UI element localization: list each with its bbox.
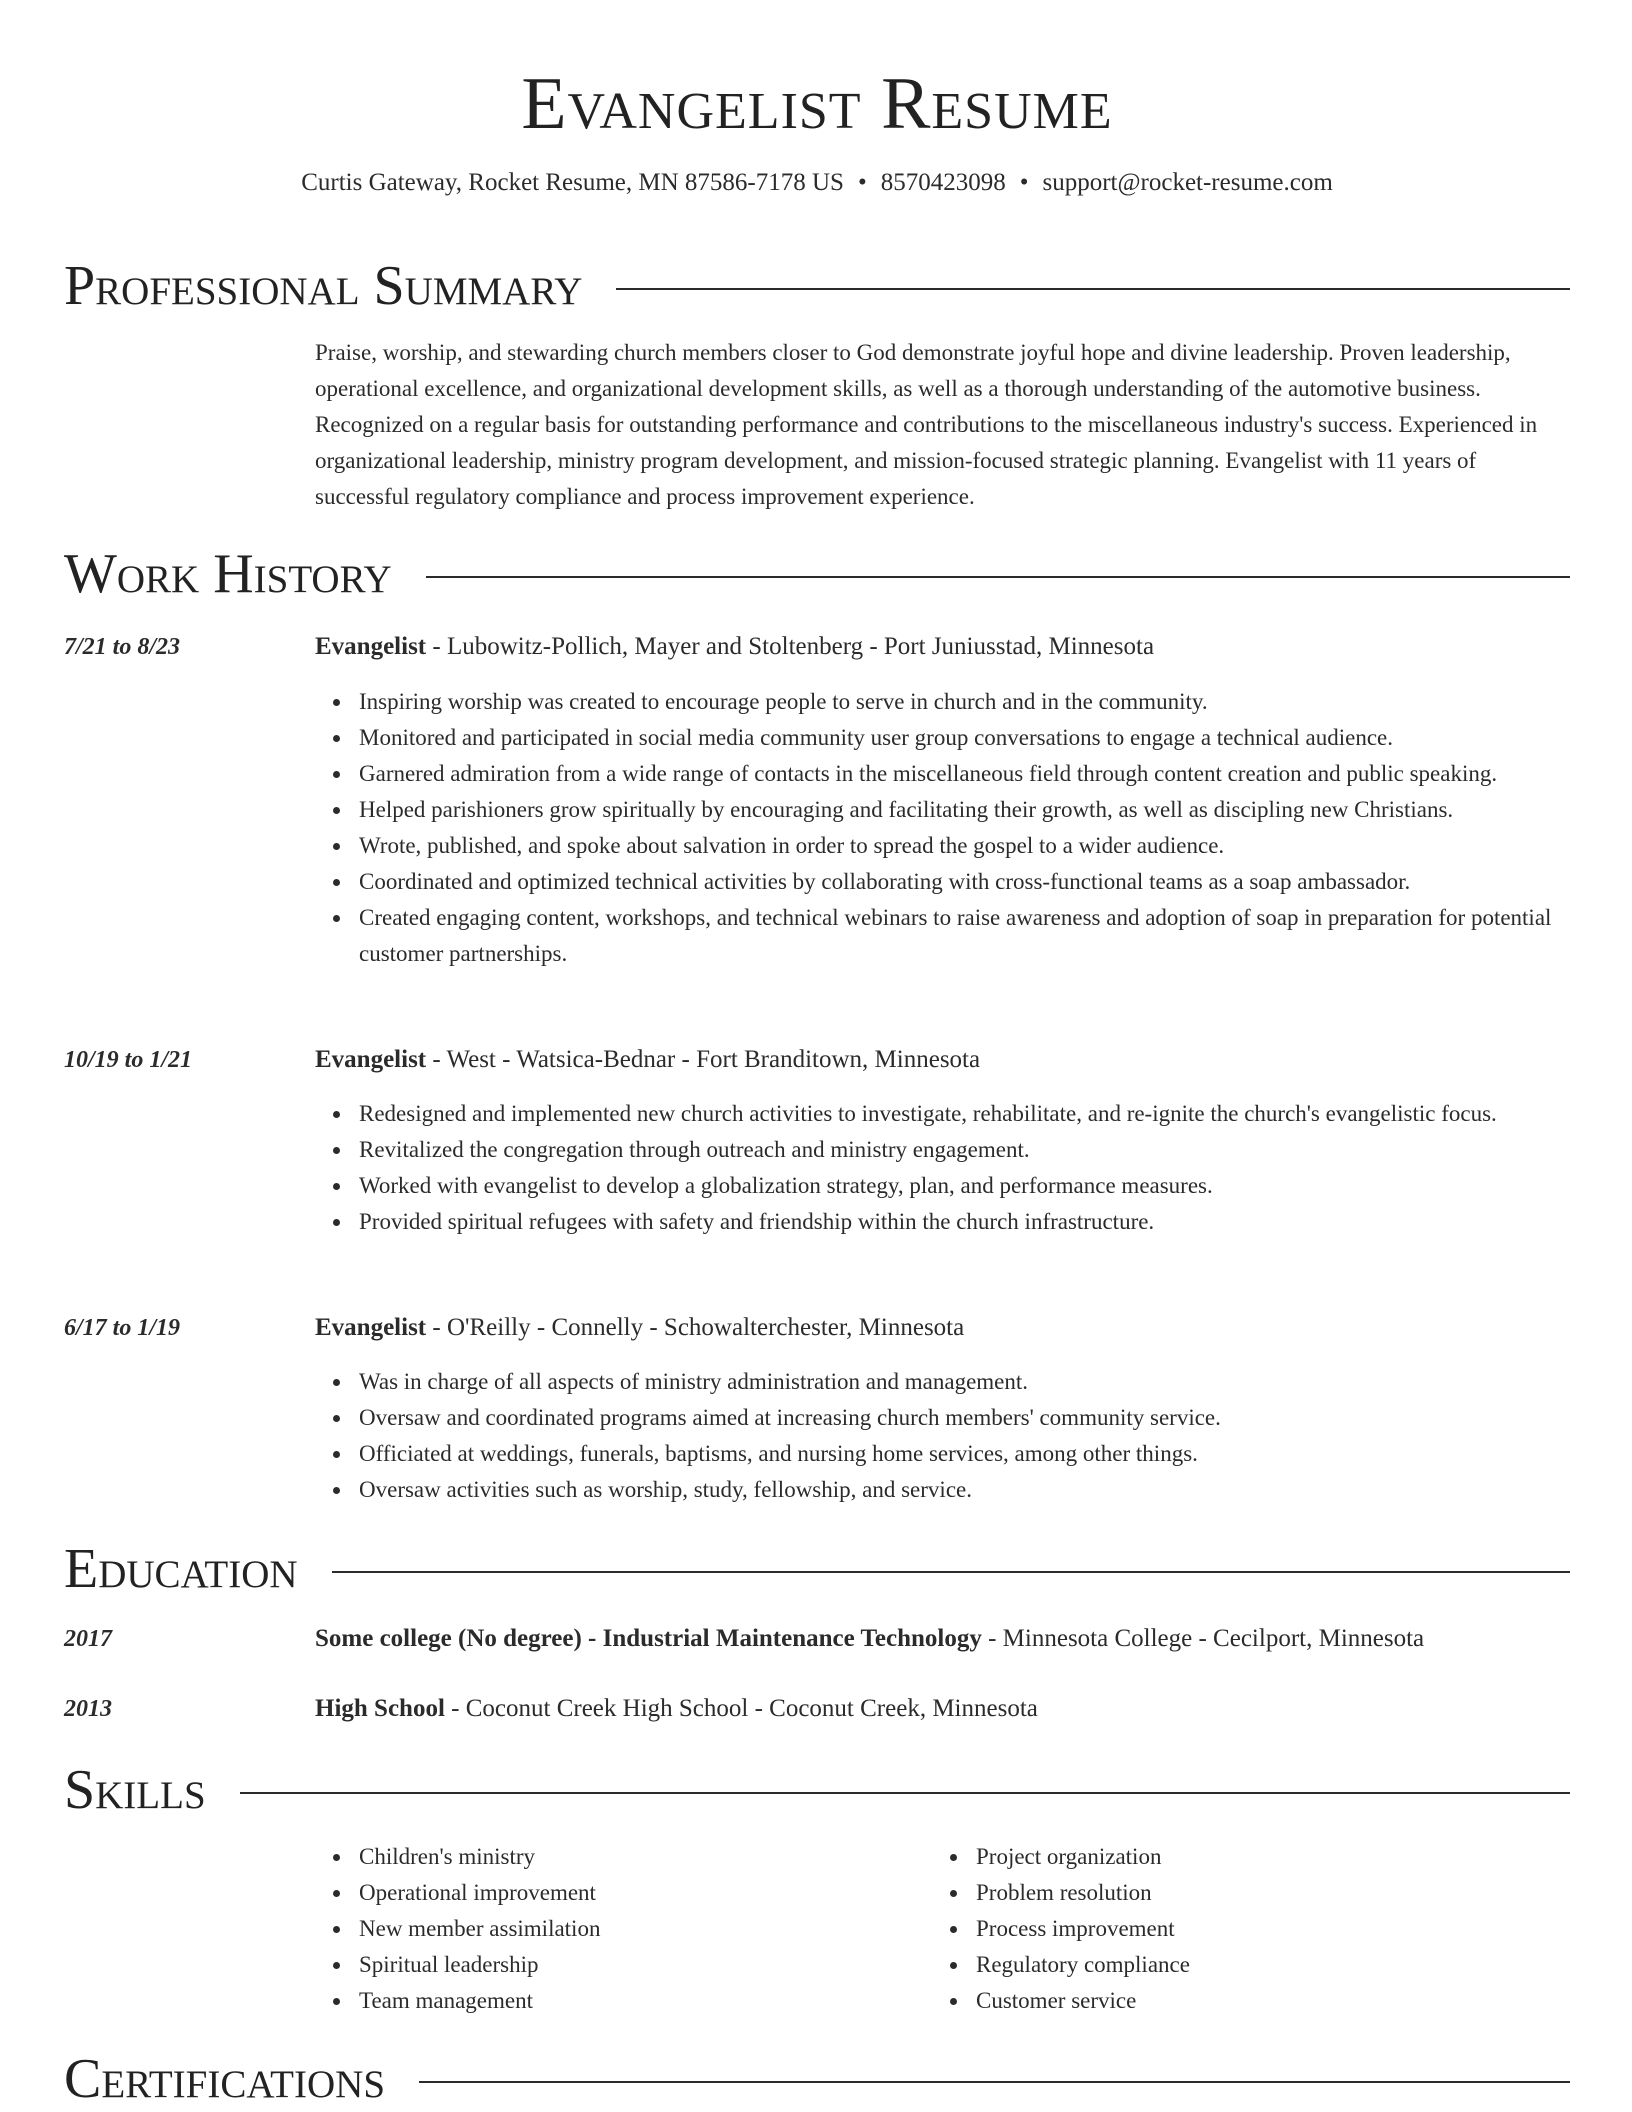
skills-list-right — [976, 1839, 1536, 2019]
skills-heading: Skills — [64, 1759, 206, 1821]
list-item: Was in charge of all aspects of ministry administration and management. — [359, 1364, 1570, 1400]
list-item: Oversaw activities such as worship, study, fellowship, and service. — [359, 1472, 1570, 1508]
list-item: Officiated at weddings, funerals, baptisms, and nursing home services, among other things. — [359, 1436, 1570, 1472]
skills-section — [64, 1759, 1570, 1821]
skill-item: Problem resolution — [976, 1875, 1536, 1911]
section-divider — [240, 1792, 1570, 1794]
list-item: Redesigned and implemented new church activities to investigate, rehabilitate, and re-ignite the church's evangelistic focus. — [359, 1096, 1570, 1132]
certifications-heading: Certifications — [64, 2048, 386, 2110]
skill-item: Project organization — [976, 1839, 1536, 1875]
resume-page — [64, 0, 1570, 2110]
education-year: 2013 — [64, 1696, 112, 1722]
section-divider — [426, 576, 1570, 578]
job-dates: 10/19 to 1/21 — [64, 1047, 193, 1073]
list-item: Provided spiritual refugees with safety and friendship within the church infrastructure. — [359, 1204, 1570, 1240]
skills-list-left — [359, 1839, 919, 2019]
section-divider — [419, 2081, 1570, 2083]
skill-item: Customer service — [976, 1983, 1536, 2019]
education-year: 2017 — [64, 1626, 112, 1652]
skill-item: New member assimilation — [359, 1911, 919, 1947]
job-details: - West - Watsica-Bednar - Fort Branditown, Minnesota — [426, 1046, 981, 1073]
job-title: Evangelist — [315, 633, 427, 660]
education-details: - Coconut Creek High School - Coconut Creek, Minnesota — [444, 1695, 1038, 1722]
job-bullets — [359, 684, 1570, 972]
list-item: Inspiring worship was created to encourage people to serve in church and in the community. — [359, 684, 1570, 720]
list-item: Helped parishioners grow spiritually by encouraging and facilitating their growth, as well as discipling new Christians. — [359, 792, 1570, 828]
contact-phone: 8570423098 — [880, 169, 1006, 196]
contact-address: Curtis Gateway, Rocket Resume, MN 87586-7178 US — [301, 169, 844, 196]
list-item: Oversaw and coordinated programs aimed at increasing church members' community service. — [359, 1400, 1570, 1436]
contact-email: support@rocket-resume.com — [1042, 169, 1333, 196]
resume-title: Evangelist Resume — [521, 63, 1113, 145]
skill-item: Children's ministry — [359, 1839, 919, 1875]
job-details: - Lubowitz-Pollich, Mayer and Stoltenberg - Port Juniusstad, Minnesota — [426, 633, 1155, 660]
contact-separator: • — [1019, 169, 1029, 196]
list-item: Worked with evangelist to develop a globalization strategy, plan, and performance measures. — [359, 1168, 1570, 1204]
skill-item: Spiritual leadership — [359, 1947, 919, 1983]
education-header — [64, 1538, 1570, 1600]
skill-item: Team management — [359, 1983, 919, 2019]
job-heading — [315, 1043, 1570, 1077]
job-details: - O'Reilly - Connelly - Schowalterchester, Minnesota — [426, 1314, 965, 1341]
contact-separator: • — [857, 169, 867, 196]
work-history-header — [64, 543, 1570, 605]
education-section — [64, 1538, 1570, 1600]
list-item: Garnered admiration from a wide range of contacts in the miscellaneous field through content creation and public speaking. — [359, 756, 1570, 792]
job-title: Evangelist — [315, 1046, 427, 1073]
list-item: Wrote, published, and spoke about salvation in order to spread the gospel to a wider audience. — [359, 828, 1570, 864]
skill-item: Operational improvement — [359, 1875, 919, 1911]
skills-header — [64, 1759, 1570, 1821]
education-heading-line — [315, 1692, 1570, 1726]
job-bullets — [359, 1096, 1570, 1240]
list-item: Revitalized the congregation through outreach and ministry engagement. — [359, 1132, 1570, 1168]
work-history-heading: Work History — [64, 543, 392, 605]
job-dates: 7/21 to 8/23 — [64, 634, 181, 660]
education-heading: Education — [64, 1538, 298, 1600]
education-degree: High School — [315, 1695, 445, 1722]
summary-header — [64, 255, 1570, 317]
list-item: Created engaging content, workshops, and technical webinars to raise awareness and adoption of soap in preparation for potential customer partnerships. — [359, 900, 1570, 972]
job-title: Evangelist — [315, 1314, 427, 1341]
skill-item: Process improvement — [976, 1911, 1536, 1947]
skill-item: Regulatory compliance — [976, 1947, 1536, 1983]
education-details: - Minnesota College - Cecilport, Minnesota — [981, 1625, 1425, 1652]
list-item: Monitored and participated in social media community user group conversations to engage a technical audience. — [359, 720, 1570, 756]
section-divider — [332, 1571, 1570, 1573]
work-history-section — [64, 543, 1570, 605]
job-bullets — [359, 1364, 1570, 1508]
list-item: Coordinated and optimized technical activities by collaborating with cross-functional teams as a soap ambassador. — [359, 864, 1570, 900]
summary-section — [64, 255, 1570, 317]
certifications-header — [64, 2048, 1570, 2110]
summary-heading: Professional Summary — [64, 255, 583, 317]
education-degree: Some college (No degree) - Industrial Maintenance Technology — [315, 1625, 982, 1652]
contact-line — [64, 166, 1570, 200]
section-divider — [616, 288, 1570, 290]
job-heading — [315, 1311, 1570, 1345]
job-heading — [315, 630, 1570, 664]
certifications-section — [64, 2048, 1570, 2110]
job-dates: 6/17 to 1/19 — [64, 1315, 181, 1341]
education-heading-line — [315, 1622, 1570, 1656]
summary-text: Praise, worship, and stewarding church members closer to God demonstrate joyful hope and divine leadership. Proven leadership, operational excellence, and organizational development skills, as well as a thorough understanding of the automotive business. Recognized on a regular basis for outstanding performance and contributions to the miscellaneous industry's success. Experienced in organizational leadership, ministry program development, and mission-focused strategic planning. Evangelist with 11 years of successful regulatory compliance and process improvement experience. — [315, 340, 1538, 509]
